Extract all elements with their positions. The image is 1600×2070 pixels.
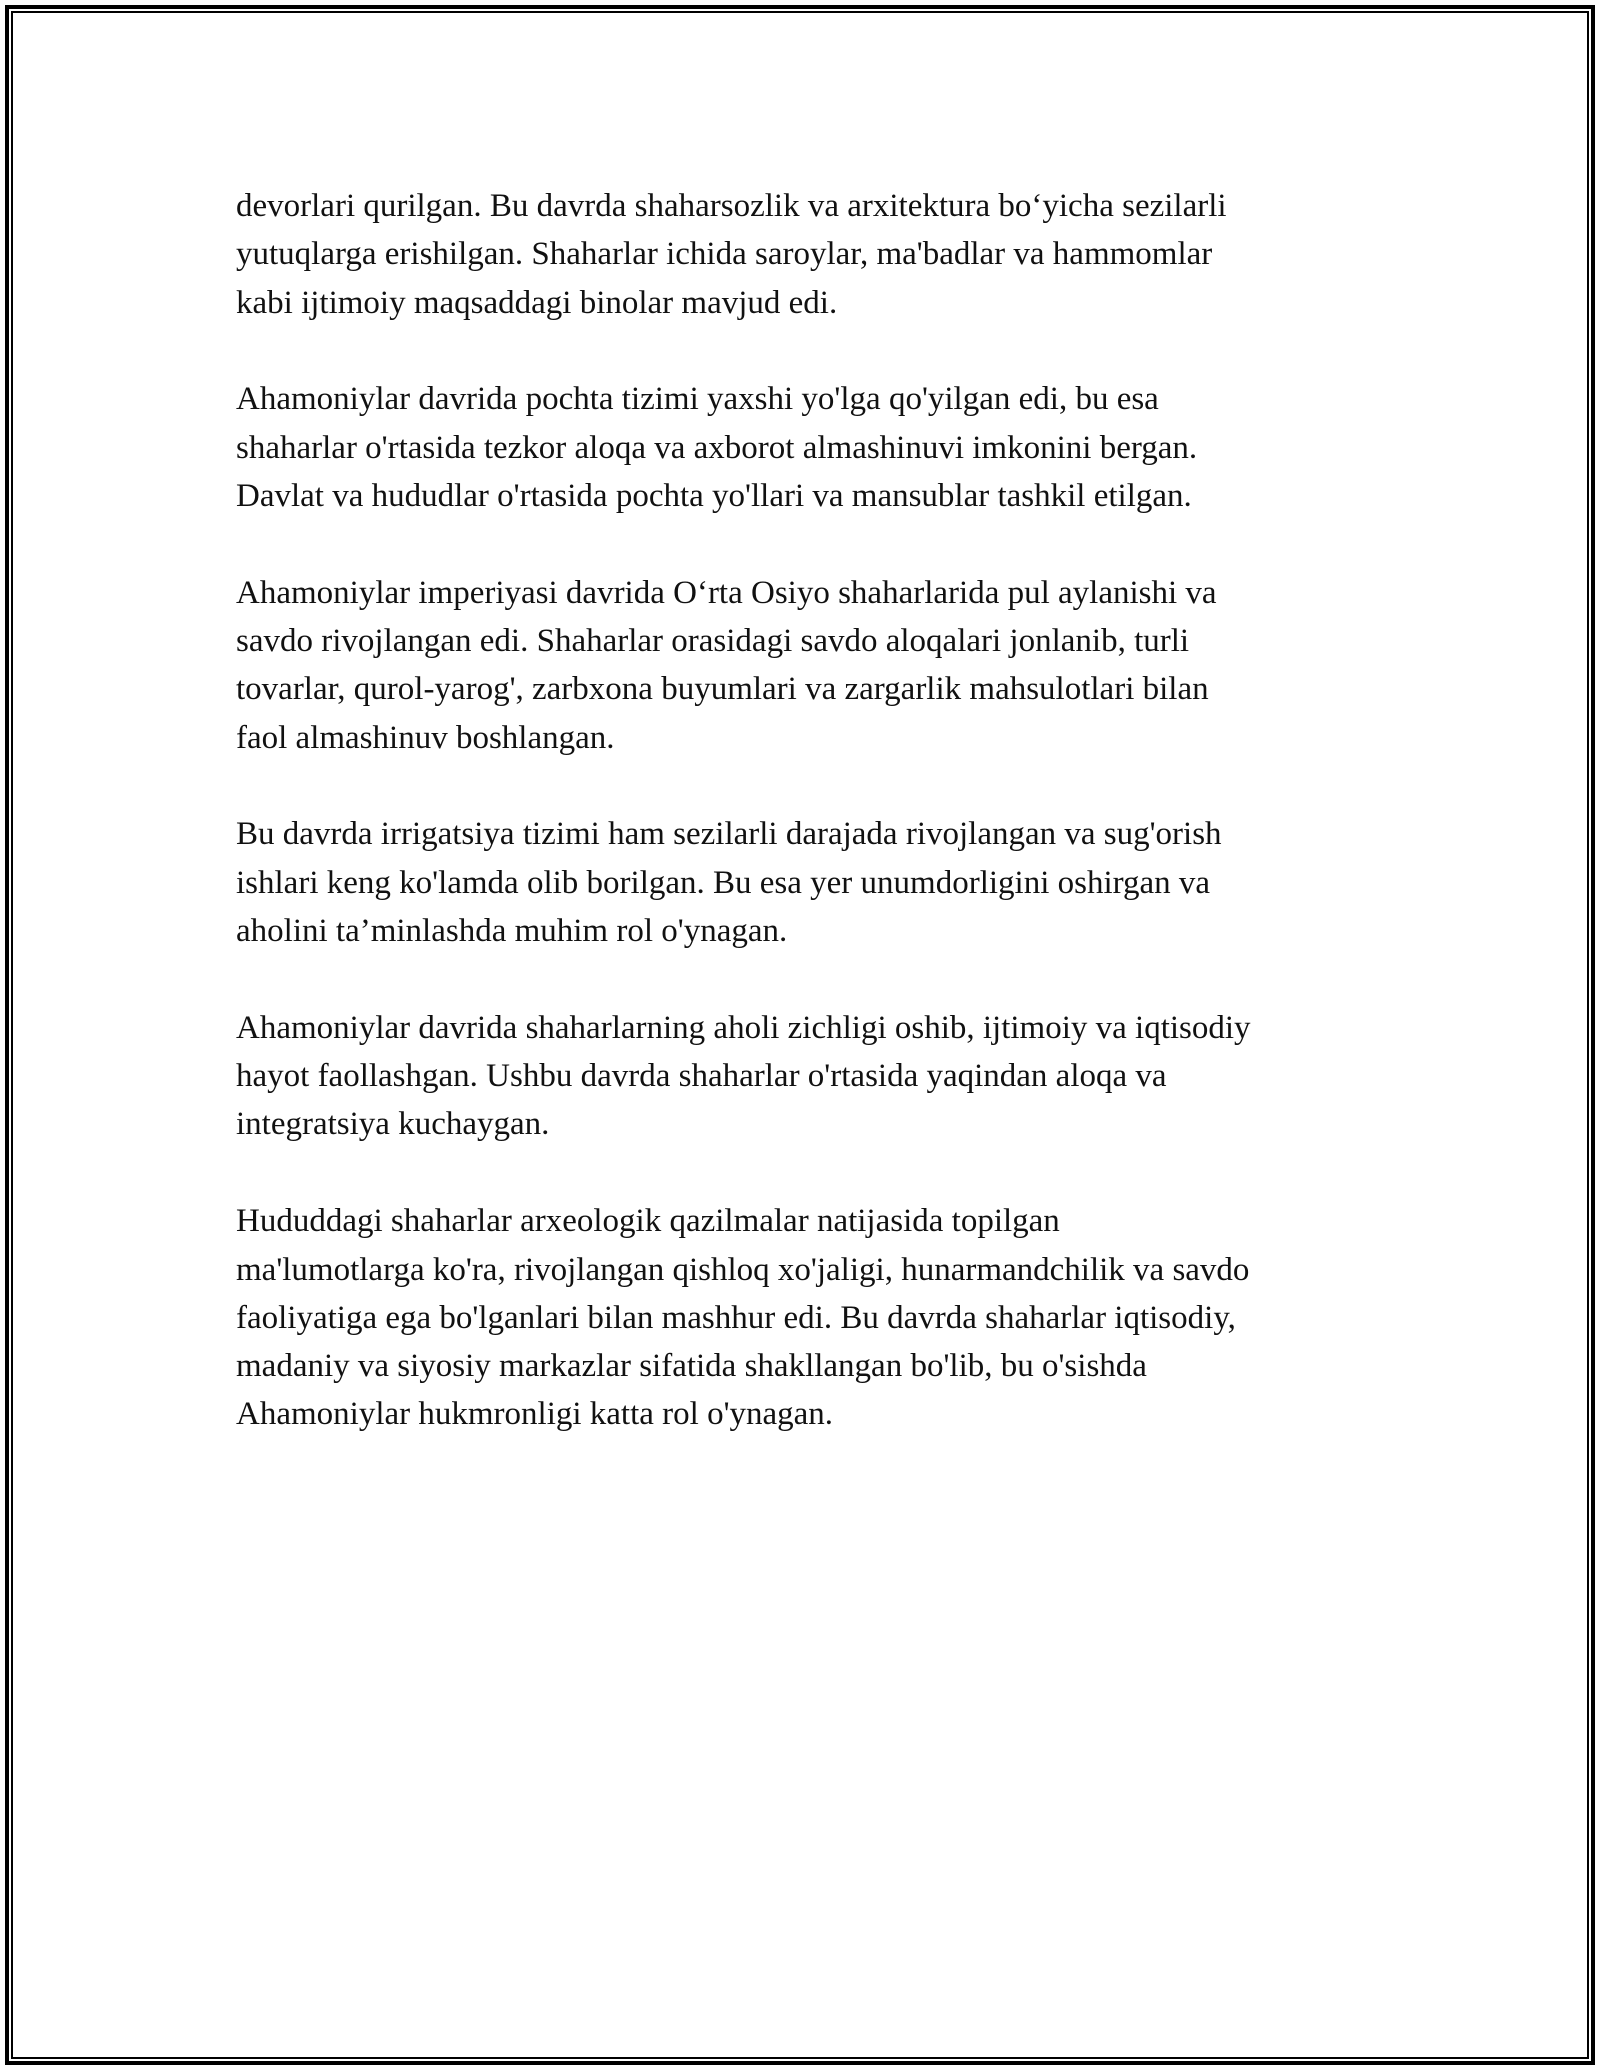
text-line: faol almashinuv boshlangan.	[236, 719, 615, 756]
paragraph-3	[236, 569, 1386, 762]
paragraph-6	[236, 1197, 1386, 1438]
document-body	[236, 182, 1386, 1487]
text-line: integratsiya kuchaygan.	[236, 1106, 550, 1143]
text-line: Ahamoniylar imperiyasi davrida O‘rta Osiyo shaharlarida pul aylanishi va	[236, 574, 1217, 611]
paragraph-2	[236, 375, 1386, 520]
paragraph-1	[236, 182, 1386, 327]
text-line: yutuqlarga erishilgan. Shaharlar ichida saroylar, ma'badlar va hammomlar	[236, 236, 1213, 273]
text-line: devorlari qurilgan. Bu davrda shaharsozlik va arxitektura bo‘yicha sezilarli	[236, 188, 1227, 224]
paragraph-4	[236, 810, 1386, 955]
text-line: kabi ijtimoiy maqsaddagi binolar mavjud edi.	[236, 284, 838, 321]
text-line: ishlari keng ko'lamda olib borilgan. Bu esa yer unumdorligini oshirgan va	[236, 864, 1211, 901]
paragraph-5	[236, 1004, 1386, 1149]
text-line: madaniy va siyosiy markazlar sifatida shakllangan bo'lib, bu o'sishda	[236, 1348, 1147, 1385]
text-line: tovarlar, qurol-yarog', zarbxona buyumlari va zargarlik mahsulotlari bilan	[236, 671, 1209, 708]
text-line: Ahamoniylar davrida pochta tizimi yaxshi yo'lga qo'yilgan edi, bu esa	[236, 381, 1159, 418]
text-line: Davlat va hududlar o'rtasida pochta yo'llari va mansublar tashkil etilgan.	[236, 477, 1192, 514]
text-line: Bu davrda irrigatsiya tizimi ham sezilarli darajada rivojlangan va sug'orish	[236, 816, 1222, 853]
text-line: ma'lumotlarga ko'ra, rivojlangan qishloq xo'jaligi, hunarmandchilik va savdo	[236, 1251, 1250, 1288]
text-line: faoliyatiga ega bo'lganlari bilan mashhur edi. Bu davrda shaharlar iqtisodiy,	[236, 1299, 1236, 1336]
text-line: Hududdagi shaharlar arxeologik qazilmalar natijasida topilgan	[236, 1203, 1060, 1240]
text-line: aholini ta’minlashda muhim rol o'ynagan.	[236, 913, 788, 950]
text-line: savdo rivojlangan edi. Shaharlar orasidagi savdo aloqalari jonlanib, turli	[236, 623, 1190, 660]
text-line: Ahamoniylar davrida shaharlarning aholi zichligi oshib, ijtimoiy va iqtisodiy	[236, 1009, 1251, 1046]
text-line: Ahamoniylar hukmronligi katta rol o'ynagan.	[236, 1396, 834, 1433]
text-line: shaharlar o'rtasida tezkor aloqa va axborot almashinuvi imkonini bergan.	[236, 429, 1198, 466]
text-line: hayot faollashgan. Ushbu davrda shaharlar o'rtasida yaqindan aloqa va	[236, 1058, 1167, 1095]
